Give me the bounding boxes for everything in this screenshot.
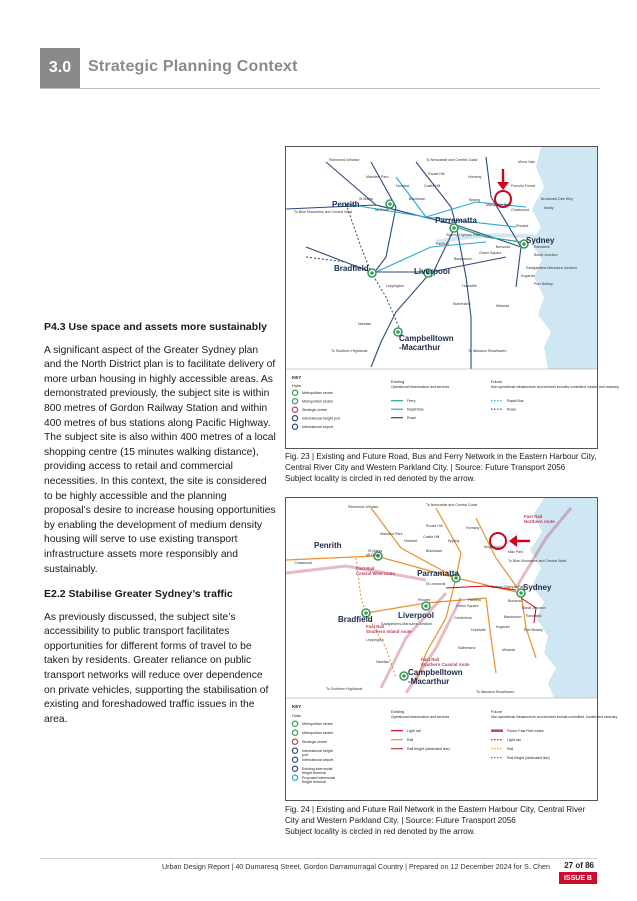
map-label-minor: To Newcastle and Central Coast [426, 158, 478, 162]
map-label-minor: To Southern Highlands [331, 349, 368, 353]
key-existing-label: Rapid Bus [407, 407, 424, 412]
map-label-minor: Green Square [479, 251, 502, 255]
map-label-minor: Marsden Park [380, 532, 403, 536]
metro-centre-dot [452, 226, 456, 230]
issue-badge: ISSUE B [559, 872, 597, 884]
fast-rail-callout: Fast Rail Southern Inland route [366, 624, 412, 634]
road-bus-ferry-map [286, 147, 619, 448]
key-future-label: Road [507, 407, 516, 412]
map-label-minor: Hurstville [462, 284, 477, 288]
metro-centre-dot [402, 674, 406, 678]
key-existing-label: Rail [407, 738, 414, 742]
map-key-heading: Hubs [292, 714, 301, 718]
map-label-minor: Sutherland [453, 302, 471, 306]
key-hub-symbol [292, 766, 297, 771]
map-label-minor: To Newcastle and Central Coast [426, 503, 478, 507]
key-hub-symbol [292, 775, 297, 780]
map-label-minor: Epping [469, 198, 481, 202]
key-hub-label: freight terminal [302, 771, 326, 776]
map-label-minor: To Illawarra-Shoalhaven [476, 690, 515, 694]
metro-centre-dot [370, 271, 374, 275]
key-future-label: Rapid Bus [507, 399, 524, 403]
key-hub-label: Metropolitan centre [302, 722, 333, 726]
map-label-minor: Burwood [496, 245, 511, 249]
map-key-title: KEY [292, 704, 302, 709]
map-label-major: Liverpool [398, 611, 435, 620]
section-e2-2 [44, 587, 276, 727]
key-hub-symbol [292, 739, 297, 744]
key-hub-symbol [292, 757, 297, 762]
map-label-minor: Blacktown [426, 549, 443, 553]
figure-23-map [285, 146, 619, 449]
map-label-minor: Eastgardens-Maroubra Junction [381, 622, 433, 626]
figure-24-caption [285, 804, 597, 837]
map-label-minor: Mona Vale [518, 160, 535, 164]
map-label-minor: Narellan [358, 322, 372, 326]
key-hub-symbol [292, 748, 297, 753]
map-label-major: Bradfield [334, 264, 369, 273]
map-label-minor: Rhodes [516, 224, 529, 228]
key-hub-symbol [292, 721, 297, 726]
map-label-minor: Brookvale-Dee Why [541, 197, 573, 201]
fast-rail-callout: Fast Rail Northern route [524, 514, 555, 524]
map-label-minor: Miranda [502, 648, 515, 652]
map-label-minor: To Blue Mountains and Central West [508, 559, 567, 563]
map-label-minor: Canterbury [454, 616, 472, 620]
metro-centre-dot [388, 202, 392, 206]
figure-24-map [285, 497, 618, 801]
map-key-subheading: Non-operational infrastructure and services includes committed, funded and visionary [491, 385, 619, 389]
map-label-minor: Randwick [534, 245, 550, 249]
map-label-minor: To Blue Mountains and Central West [294, 210, 353, 214]
map-label-minor: Rouse Hill [428, 172, 445, 176]
map-label-minor: St Marys [359, 197, 374, 201]
key-future-label: Rail freight (dedicated line) [507, 756, 550, 760]
key-hub-label: port [302, 753, 309, 758]
map-label-minor: Richmond-Windsor [329, 158, 360, 162]
page-header [40, 48, 600, 89]
map-label-minor: Burwood [508, 599, 523, 603]
map-label-major: -Macarthur [408, 677, 450, 686]
map-label-major: Sydney [526, 236, 555, 245]
figure-23-caption [285, 451, 597, 484]
map-label-major: Parramatta [435, 216, 477, 225]
map-label-minor: Chatswood [294, 561, 312, 565]
map-key-heading: Future [491, 710, 502, 714]
map-key-title: KEY [292, 375, 302, 380]
key-existing-label: Rail freight (dedicated line) [407, 747, 450, 751]
map-label-minor: Randwick [526, 614, 542, 618]
page-number: 27 of 86 [564, 861, 594, 870]
map-label-minor: Epping [448, 539, 460, 543]
map-label-major: Parramatta [417, 569, 459, 578]
key-existing-label: Light rail [407, 729, 421, 733]
map-label-minor: Marsden Park [366, 175, 389, 179]
key-future-label: Light rail [507, 738, 521, 742]
map-label-minor: Port Botany [534, 282, 553, 286]
map-key-subheading: Operational infrastructure and services [391, 385, 450, 389]
map-label-major: Campbelltown [408, 668, 463, 677]
map-label-minor: Sutherland [458, 646, 476, 650]
map-label-minor: Hornsby [468, 175, 482, 179]
footer-text: Urban Design Report | 40 Dumaresq Street, Gordon Darramurragal Country | Prepared on 12 December 2024 for S. Chen [161, 862, 550, 871]
map-label-minor: Rhodes [418, 598, 431, 602]
key-hub-label: Strategic centre [302, 408, 328, 412]
map-label-minor: Norwest [404, 539, 418, 543]
rail-network-map [286, 498, 618, 800]
caption-note: Subject locality is circled in red denoted by the arrow. [285, 827, 476, 836]
section-heading: E2.2 Stabilise Greater Sydney’s traffic [44, 588, 233, 600]
map-label-minor: To Southern Highlands [326, 687, 363, 691]
key-hub-label: International freight port [302, 416, 340, 421]
map-key-subheading: Operational infrastructure and services [391, 715, 450, 719]
metro-centre-dot [424, 604, 428, 608]
map-label-minor: St Leonards [426, 582, 446, 586]
map-label-minor: Fairfield [468, 598, 481, 602]
map-label-minor: Richmond-Windsor [348, 505, 379, 509]
key-hub-symbol [292, 399, 297, 404]
map-label-minor: Norwest [396, 184, 410, 188]
map-key-heading: Existing [391, 380, 405, 384]
page-footer [40, 858, 597, 873]
map-label-minor: Hornsby [466, 526, 480, 530]
section-heading: P4.3 Use space and assets more sustainably [44, 321, 267, 333]
key-hub-symbol [292, 424, 297, 429]
key-hub-label: Proposed intermodal [302, 776, 336, 780]
fast-rail-callout: Fast Rail Southern Coastal route [421, 657, 470, 667]
map-label-minor: Bankstown [504, 615, 522, 619]
key-future-label: Future Fast Rail routes [507, 729, 544, 733]
map-label-minor: Kingswood [484, 545, 502, 549]
map-label-minor: St Marys [368, 549, 383, 553]
map-label-minor: Fairfield [436, 242, 449, 246]
key-hub-label: Metropolitan centre [302, 391, 333, 395]
map-key-heading: Future [491, 380, 502, 384]
key-hub-label: International freight [302, 749, 333, 753]
key-hub-label: International airport [302, 425, 333, 429]
map-label-minor: Kogarah [496, 625, 510, 629]
caption-text: Fig. 23 | Existing and Future Road, Bus and Ferry Network in the Eastern Harbour City, Central River City and Western Parkland City. | Source: Future Transport 2056 [285, 452, 597, 472]
key-hub-label: Metropolitan cluster [302, 731, 334, 735]
key-existing-label: Road [407, 416, 416, 420]
map-label-minor: Mac Park [508, 550, 524, 554]
section-body: As previously discussed, the subject site’s accessibility to public transport facilitates opportunities for different forms of travel to be taken by residents. Greater reliance on public transport networks will reduce over dependence on private vehicles, supporting the stabilisation of existing and foreshadowed traffic issues in the area. [44, 611, 269, 725]
map-key-subheading: Non-operational infrastructure and services include committed, funded and visionary [491, 715, 618, 719]
map-label-minor: Hurstville [471, 628, 486, 632]
key-hub-label: Strategic centre [302, 740, 328, 744]
map-label-minor: Eastgardens-Maroubra Junction [526, 266, 578, 270]
map-label-minor: Bankstown [454, 257, 472, 261]
map-label-minor: Leppington [386, 284, 404, 288]
caption-note: Subject locality is circled in red denoted by the arrow. [285, 474, 476, 483]
map-label-minor: Port Botany [524, 628, 543, 632]
map-label-minor: Kogarah [521, 274, 535, 278]
map-label-minor: Narellan [376, 660, 390, 664]
key-hub-label: Metropolitan cluster [302, 399, 334, 404]
key-hub-label: International airport [302, 758, 333, 762]
map-label-minor: Manly [544, 206, 554, 210]
map-label-minor: Leppington [366, 638, 384, 642]
map-label-minor: Sydney Olympic Park [446, 233, 481, 237]
map-label-minor: Bondi Junction [522, 606, 546, 610]
map-label-major: Penrith [314, 541, 342, 550]
caption-text: Fig. 24 | Existing and Future Rail Network in the Eastern Harbour City, Central River City and Western Parkland City. | Source: Future Transport 2056 [285, 805, 586, 825]
map-label-minor: Castle Hill [423, 535, 440, 539]
map-label-minor: Bondi Junction [534, 253, 558, 257]
section-number: 3.0 [40, 48, 80, 88]
map-label-minor: Rouse Hill [426, 524, 443, 528]
map-label-minor: Frenchs Forest [511, 184, 536, 188]
map-label-minor: Macquarie Park [486, 203, 512, 207]
key-hub-symbol [292, 407, 297, 412]
map-label-minor: Miranda [496, 304, 509, 308]
map-label-major: Sydney [523, 583, 552, 592]
section-title: Strategic Planning Context [88, 58, 298, 75]
key-hub-symbol [292, 390, 297, 395]
map-label-major: Penrith [332, 200, 360, 209]
map-label-minor: Sydney Olympic Park [491, 585, 526, 589]
key-existing-label: Ferry [407, 399, 416, 403]
map-label-minor: Blacktown [409, 197, 426, 201]
map-label-minor: Castle Hill [424, 184, 441, 188]
map-label-major: Campbelltown [399, 334, 454, 343]
section-p4-3 [44, 320, 276, 577]
fast-rail-callout: Fast Rail Central West route [356, 566, 395, 576]
map-label-minor: Green Square [456, 604, 479, 608]
map-key-heading: Hubs [292, 384, 301, 388]
map-label-major: -Macarthur [399, 343, 441, 352]
key-future-label: Rail [507, 747, 514, 751]
map-label-minor: Chatswood [511, 208, 529, 212]
map-label-minor: Mt Druitt [366, 553, 380, 557]
map-label-minor: To Illawarra-Shoalhaven [468, 349, 507, 353]
map-key-heading: Existing [391, 710, 405, 714]
key-hub-label: freight terminal [302, 780, 326, 785]
key-hub-label: Existing intermodal [302, 767, 333, 771]
map-label-major: Bradfield [338, 615, 373, 624]
map-label-major: Liverpool [414, 267, 451, 276]
key-hub-symbol [292, 730, 297, 735]
section-body: A significant aspect of the Greater Sydney plan and the North District plan is to facilitate delivery of more urban housing in highly accessible areas. As demonstrated previously, the subject site is within 800 metres of Gordon Railway Station and within 400 metres of bus stations along Pacific Highway. The subject site is also within 400 metres of a local shopping centre (15 minutes walking distance), providing access to retail and commercial necessities. In this context, the site is considered to be highly accessible and the planning proposal’s desire to increase housing opportunities by enabling the development of medium density housing will serve to use existing transport infrastructure assets more responsibly and sustainably. [44, 344, 276, 575]
map-label-minor: Mt Druitt [375, 208, 389, 212]
key-hub-symbol [292, 416, 297, 421]
